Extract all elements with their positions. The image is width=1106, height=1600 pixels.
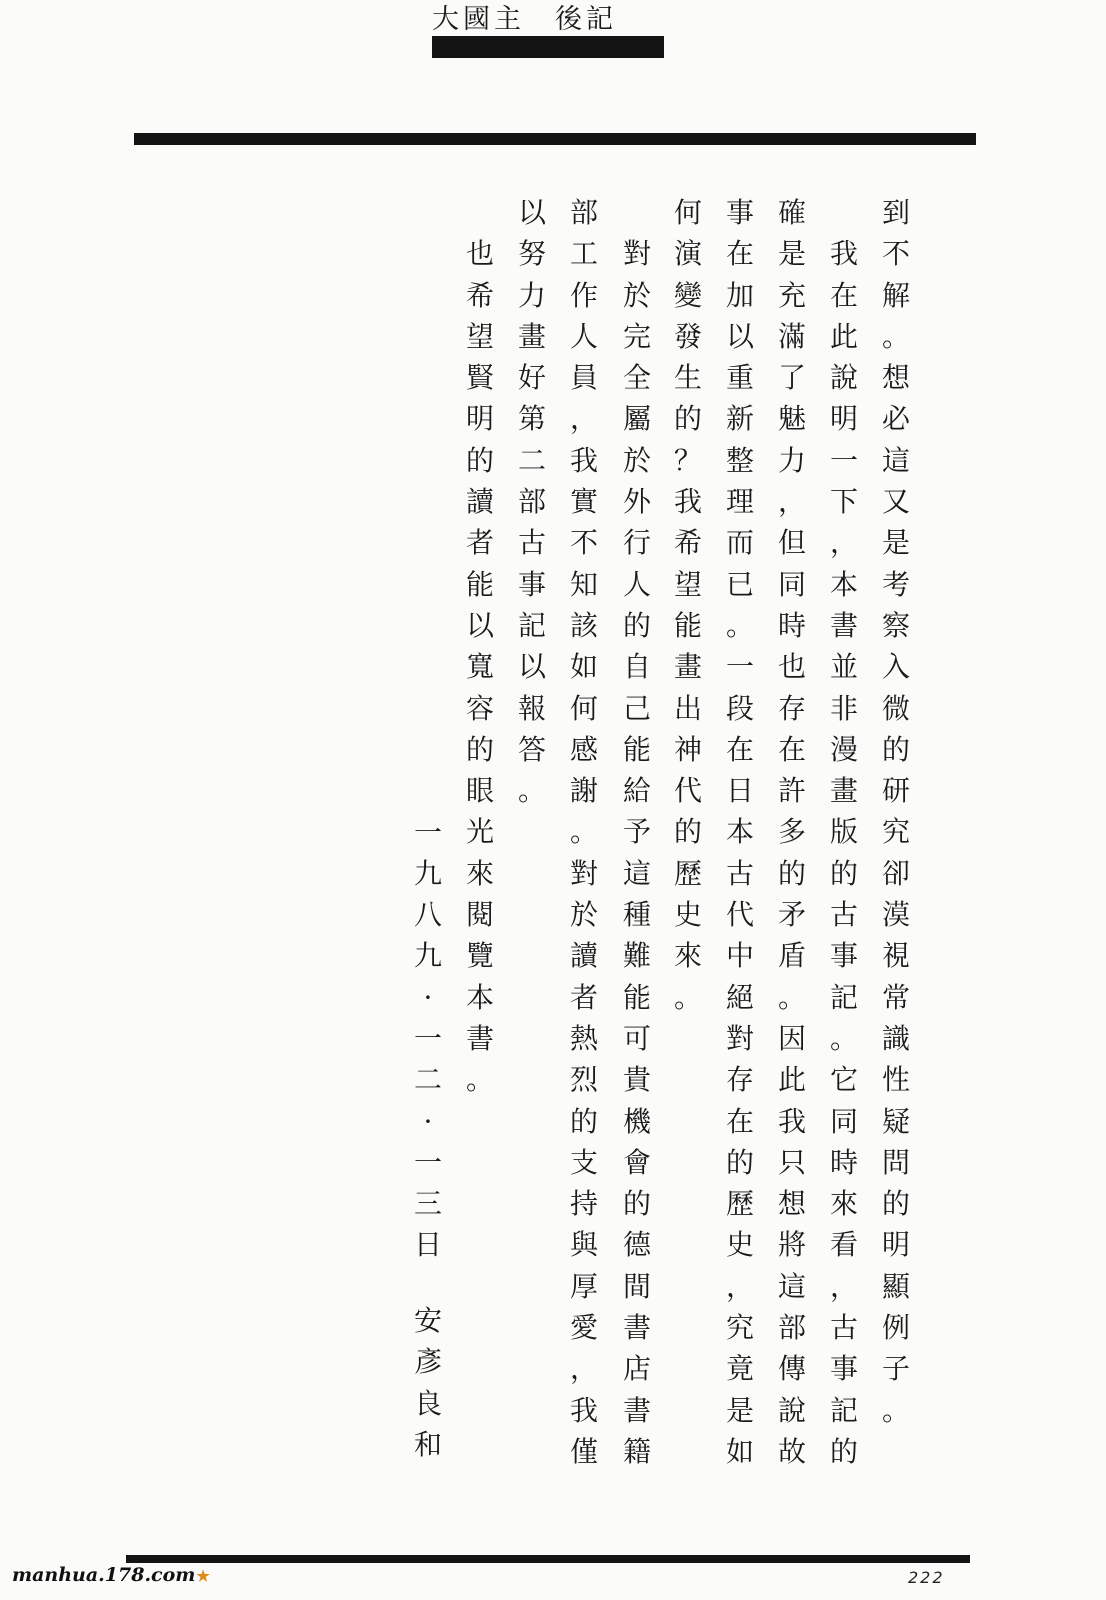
character: 滿: [777, 319, 806, 353]
character: 。: [517, 774, 546, 808]
character: 記: [829, 980, 858, 1014]
character: 不: [569, 526, 598, 560]
character: 九: [413, 856, 442, 890]
character: 部: [569, 196, 598, 229]
character: 歷: [673, 856, 702, 890]
character: 德: [622, 1228, 651, 1262]
character: 同: [829, 1104, 858, 1138]
character: 和: [413, 1427, 442, 1461]
character: 矛: [777, 898, 806, 932]
character: 事: [829, 939, 858, 973]
character: 與: [569, 1228, 598, 1262]
character: 的: [673, 402, 702, 436]
character: 顯: [881, 1269, 910, 1303]
character: 的: [777, 856, 806, 890]
character: 加: [725, 278, 754, 312]
character: 非: [829, 691, 858, 725]
character: 以: [517, 650, 546, 684]
character: 識: [881, 1021, 910, 1055]
character: 的: [465, 443, 494, 477]
character: 。: [725, 608, 754, 642]
character: 部: [517, 485, 546, 519]
character: 在: [777, 732, 806, 766]
character: 。: [777, 980, 806, 1014]
character: 古: [829, 898, 858, 932]
character: ，: [725, 1269, 754, 1303]
character: 一: [413, 1145, 442, 1179]
character: 讀: [465, 485, 494, 519]
character: 力: [777, 443, 806, 477]
character: 明: [881, 1228, 910, 1262]
character: 籍: [622, 1434, 651, 1468]
character: 新: [725, 402, 754, 436]
character: 畫: [673, 650, 702, 684]
character: 能: [622, 732, 651, 766]
character: 答: [517, 732, 546, 766]
character: 事: [517, 567, 546, 601]
character: 到: [881, 196, 910, 229]
character: 希: [673, 526, 702, 560]
header-title: [432, 4, 664, 36]
book-title: 大國主: [432, 4, 525, 35]
character: 良: [413, 1386, 442, 1420]
character: 屬: [622, 402, 651, 436]
character: 一: [725, 650, 754, 684]
character: 只: [777, 1145, 806, 1179]
character: 古: [725, 856, 754, 890]
character: 不: [881, 237, 910, 271]
character: 必: [881, 402, 910, 436]
character: 常: [881, 980, 910, 1014]
character: 許: [777, 774, 806, 808]
character: 容: [465, 691, 494, 725]
character: 的: [881, 732, 910, 766]
character: 而: [725, 526, 754, 560]
character: 機: [622, 1104, 651, 1138]
character: 想: [881, 361, 910, 395]
character: 。: [829, 1021, 858, 1055]
character: 但: [777, 526, 806, 560]
text-column: [876, 192, 916, 1431]
character: 。: [673, 980, 702, 1014]
character: 員: [569, 361, 598, 395]
character: 是: [881, 526, 910, 560]
character: 的: [829, 856, 858, 890]
character: 烈: [569, 1063, 598, 1097]
character: 的: [673, 815, 702, 849]
character: 段: [725, 691, 754, 725]
character: 古: [517, 526, 546, 560]
character: 想: [777, 1187, 806, 1221]
character: 的: [465, 732, 494, 766]
character: 我: [673, 485, 702, 519]
character: 該: [569, 608, 598, 642]
section-title: 後記: [555, 4, 617, 35]
character: ，: [829, 1269, 858, 1303]
character: 知: [569, 567, 598, 601]
character: 它: [829, 1063, 858, 1097]
character: ？: [673, 443, 702, 477]
character: 理: [725, 485, 754, 519]
character: 畫: [517, 319, 546, 353]
character: 日: [725, 774, 754, 808]
character: 本: [465, 980, 494, 1014]
character: 人: [622, 567, 651, 601]
character: 實: [569, 485, 598, 519]
character: 竟: [725, 1352, 754, 1386]
character: 也: [465, 237, 494, 271]
character: 的: [569, 1104, 598, 1138]
character: 於: [569, 898, 598, 932]
character: 者: [569, 980, 598, 1014]
character: 間: [622, 1269, 651, 1303]
character: 力: [517, 278, 546, 312]
character: 研: [881, 774, 910, 808]
character: 史: [725, 1228, 754, 1262]
character: 光: [465, 815, 494, 849]
character: 全: [622, 361, 651, 395]
character: 是: [777, 237, 806, 271]
date-line: [408, 812, 448, 1266]
character: 解: [881, 278, 910, 312]
character: 子: [881, 1352, 910, 1386]
character: 了: [777, 361, 806, 395]
character: 書: [829, 608, 858, 642]
character: 會: [622, 1145, 651, 1179]
character: 疑: [881, 1104, 910, 1138]
character: 發: [673, 319, 702, 353]
site-watermark: manhua.178.com★: [12, 1564, 210, 1586]
character: 何: [673, 196, 702, 229]
character: 外: [622, 485, 651, 519]
character: 三: [413, 1187, 442, 1221]
character: 古: [829, 1311, 858, 1345]
character: 確: [777, 196, 806, 229]
text-column: [512, 192, 552, 811]
character: 八: [413, 898, 442, 932]
character: 日: [413, 1228, 442, 1262]
character: 九: [413, 939, 442, 973]
character: 魅: [777, 402, 806, 436]
character: 貴: [622, 1063, 651, 1097]
character: 來: [465, 856, 494, 890]
character: 這: [881, 443, 910, 477]
character: 何: [569, 691, 598, 725]
character: 自: [622, 650, 651, 684]
character: 故: [777, 1434, 806, 1468]
character: 店: [622, 1352, 651, 1386]
text-column: [824, 233, 864, 1472]
character: 者: [465, 526, 494, 560]
character: 因: [777, 1021, 806, 1055]
character: 神: [673, 732, 702, 766]
character: 同: [777, 567, 806, 601]
character: 此: [777, 1063, 806, 1097]
character: ·: [423, 980, 433, 1014]
character: 愛: [569, 1311, 598, 1345]
character: 多: [777, 815, 806, 849]
text-column: [772, 192, 812, 1472]
character: 記: [829, 1393, 858, 1427]
character: 可: [622, 1021, 651, 1055]
character: 在: [725, 732, 754, 766]
character: 說: [829, 361, 858, 395]
character: 事: [829, 1352, 858, 1386]
character: 熱: [569, 1021, 598, 1055]
character: 如: [725, 1434, 754, 1468]
character: 演: [673, 237, 702, 271]
character: 本: [829, 567, 858, 601]
character: 人: [569, 319, 598, 353]
character: 漫: [829, 732, 858, 766]
character: 整: [725, 443, 754, 477]
character: 下: [829, 485, 858, 519]
character: 說: [777, 1393, 806, 1427]
character: 安: [413, 1304, 442, 1337]
character: 代: [725, 898, 754, 932]
character: 記: [517, 608, 546, 642]
character: 以: [725, 319, 754, 353]
character: 出: [673, 691, 702, 725]
character: ·: [423, 1104, 433, 1138]
character: 部: [777, 1311, 806, 1345]
character: ，: [569, 402, 598, 436]
character: 望: [465, 319, 494, 353]
character: 來: [829, 1187, 858, 1221]
character: 存: [725, 1063, 754, 1097]
character: 能: [673, 608, 702, 642]
character: 於: [622, 443, 651, 477]
character: 重: [725, 361, 754, 395]
character: 時: [829, 1145, 858, 1179]
character: 我: [829, 237, 858, 271]
character: 寬: [465, 650, 494, 684]
character: 。: [881, 319, 910, 353]
character: 彥: [413, 1345, 442, 1379]
character: 已: [725, 567, 754, 601]
character: 於: [622, 278, 651, 312]
character: 對: [569, 856, 598, 890]
character: 變: [673, 278, 702, 312]
character: 以: [517, 196, 546, 229]
text-column: [720, 192, 760, 1472]
character: 二: [413, 1063, 442, 1097]
bottom-rule: [126, 1555, 970, 1563]
character: 工: [569, 237, 598, 271]
character: 。: [465, 1063, 494, 1097]
character: 例: [881, 1311, 910, 1345]
character: 第: [517, 402, 546, 436]
character: 視: [881, 939, 910, 973]
text-column: [668, 192, 708, 1018]
character: 這: [777, 1269, 806, 1303]
character: 作: [569, 278, 598, 312]
character: 時: [777, 608, 806, 642]
character: ，: [829, 526, 858, 560]
character: 厚: [569, 1269, 598, 1303]
character: 絕: [725, 980, 754, 1014]
character: 感: [569, 732, 598, 766]
character: 眼: [465, 774, 494, 808]
character: ，: [777, 485, 806, 519]
character: 在: [725, 237, 754, 271]
character: 我: [777, 1104, 806, 1138]
character: 難: [622, 939, 651, 973]
top-rule: [134, 133, 976, 145]
author-signature: [408, 1300, 448, 1465]
character: 能: [622, 980, 651, 1014]
character: 書: [465, 1021, 494, 1055]
character: 能: [465, 567, 494, 601]
character: 我: [569, 443, 598, 477]
character: 在: [725, 1104, 754, 1138]
character: 。: [569, 815, 598, 849]
character: 存: [777, 691, 806, 725]
character: 望: [673, 567, 702, 601]
character: 希: [465, 278, 494, 312]
character: 對: [622, 237, 651, 271]
page-number: 222: [908, 1568, 945, 1587]
character: 代: [673, 774, 702, 808]
character: 賢: [465, 361, 494, 395]
character: 的: [622, 608, 651, 642]
character: 微: [881, 691, 910, 725]
character: 僅: [569, 1434, 598, 1468]
character: 以: [465, 608, 494, 642]
character: 察: [881, 608, 910, 642]
character: 來: [673, 939, 702, 973]
character: 種: [622, 898, 651, 932]
character: 報: [517, 691, 546, 725]
header-bar: [432, 36, 664, 58]
character: 一: [413, 1021, 442, 1055]
character: 讀: [569, 939, 598, 973]
character: 在: [829, 278, 858, 312]
character: 己: [622, 691, 651, 725]
character: 卻: [881, 856, 910, 890]
character: 又: [881, 485, 910, 519]
character: 的: [881, 1187, 910, 1221]
text-column: [460, 233, 500, 1100]
character: 充: [777, 278, 806, 312]
character: 行: [622, 526, 651, 560]
character: 明: [829, 402, 858, 436]
character: 的: [725, 1145, 754, 1179]
character: 是: [725, 1393, 754, 1427]
character: 這: [622, 856, 651, 890]
character: 的: [829, 1434, 858, 1468]
character: 版: [829, 815, 858, 849]
character: 中: [725, 939, 754, 973]
character: 對: [725, 1021, 754, 1055]
character: ，: [569, 1352, 598, 1386]
character: 漠: [881, 898, 910, 932]
character: 問: [881, 1145, 910, 1179]
character: 此: [829, 319, 858, 353]
character: 。: [881, 1393, 910, 1427]
character: 我: [569, 1393, 598, 1427]
character: 予: [622, 815, 651, 849]
character: 努: [517, 237, 546, 271]
character: 史: [673, 898, 702, 932]
character: 書: [622, 1311, 651, 1345]
character: 閱: [465, 898, 494, 932]
character: 謝: [569, 774, 598, 808]
character: 究: [881, 815, 910, 849]
character: 好: [517, 361, 546, 395]
character: 畫: [829, 774, 858, 808]
character: 如: [569, 650, 598, 684]
character: 支: [569, 1145, 598, 1179]
character: 生: [673, 361, 702, 395]
character: 性: [881, 1063, 910, 1097]
character: 傳: [777, 1352, 806, 1386]
character: 考: [881, 567, 910, 601]
character: 盾: [777, 939, 806, 973]
character: 事: [725, 196, 754, 229]
character: 完: [622, 319, 651, 353]
character: 覽: [465, 939, 494, 973]
character: 也: [777, 650, 806, 684]
character: 歷: [725, 1187, 754, 1221]
character: 的: [622, 1187, 651, 1221]
character: 究: [725, 1311, 754, 1345]
character: 明: [465, 402, 494, 436]
character: 給: [622, 774, 651, 808]
character: 二: [517, 443, 546, 477]
star-icon: ★: [196, 1567, 210, 1585]
text-column: [617, 233, 657, 1472]
character: 書: [622, 1393, 651, 1427]
character: 入: [881, 650, 910, 684]
text-column: [564, 192, 604, 1472]
character: 並: [829, 650, 858, 684]
character: 一: [829, 443, 858, 477]
character: 持: [569, 1187, 598, 1221]
character: 看: [829, 1228, 858, 1262]
character: 將: [777, 1228, 806, 1262]
character: 一: [413, 815, 442, 849]
character: 本: [725, 815, 754, 849]
